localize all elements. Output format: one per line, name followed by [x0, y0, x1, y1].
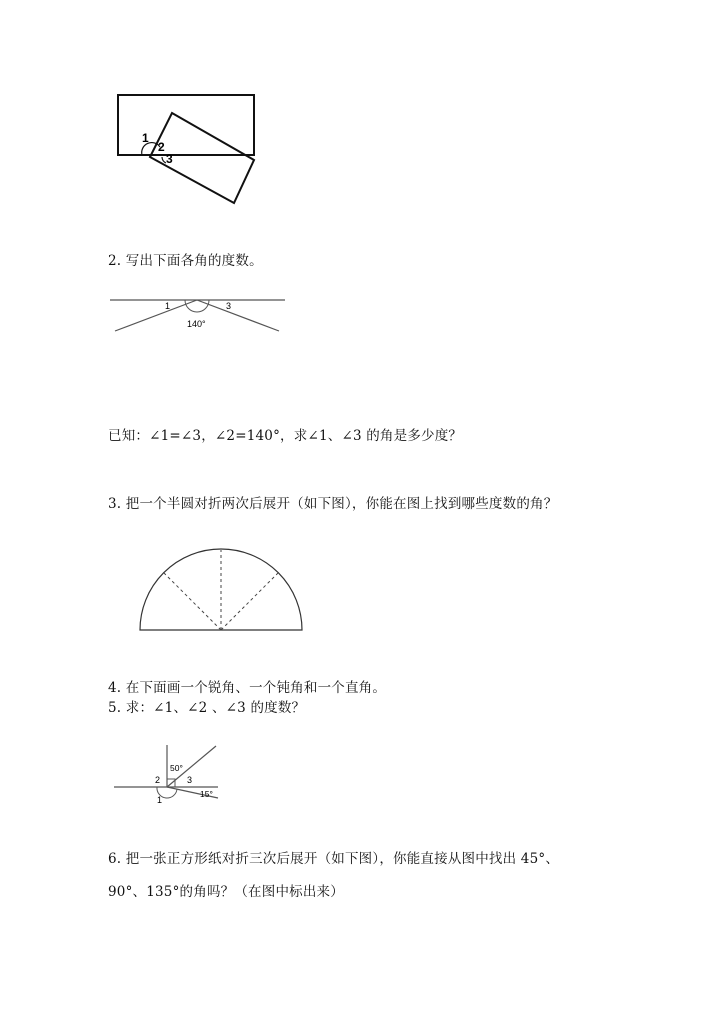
figure-semicircle-folds	[136, 542, 308, 636]
angle-label-3: 3	[226, 301, 232, 311]
horizontal-rectangle	[118, 95, 254, 155]
question-4-title: 4. 在下面画一个锐角、一个钝角和一个直角。	[108, 680, 387, 696]
figure-angles-50-15	[110, 740, 225, 806]
fold-line-right	[221, 573, 278, 630]
figure-angles-140	[105, 288, 290, 336]
figure-overlapping-rectangles	[100, 85, 270, 215]
left-slanted-line	[115, 300, 197, 331]
question-6-line-2: 90°、135°的角吗？（在图中标出来）	[108, 884, 344, 900]
angle-label-1: 1	[165, 301, 171, 311]
angle-label-1: 1	[157, 795, 163, 805]
angle-label-3: 3	[166, 152, 173, 166]
question-2-given: 已知：∠1=∠3，∠2=140°，求∠1、∠3 的角是多少度？	[108, 428, 463, 444]
question-6-line-1: 6. 把一张正方形纸对折三次后展开（如下图），你能直接从图中找出 45°、	[108, 851, 560, 867]
angle-label-3: 3	[187, 775, 193, 785]
right-slanted-line	[197, 300, 279, 331]
angle-label-1: 1	[142, 131, 149, 145]
angle-label-140: 140°	[187, 319, 206, 329]
question-2-title: 2. 写出下面各角的度数。	[108, 253, 263, 269]
angle-label-2: 2	[158, 140, 165, 154]
angle-arc-140	[185, 300, 209, 312]
angle-label-50: 50°	[170, 763, 183, 773]
fold-line-left	[164, 573, 221, 630]
question-5-title: 5. 求：∠1、∠2 、∠3 的度数？	[108, 700, 306, 716]
angle-label-2: 2	[155, 775, 161, 785]
question-3-title: 3. 把一个半圆对折两次后展开（如下图），你能在图上找到哪些度数的角？	[108, 496, 558, 512]
angle-label-15: 15°	[200, 789, 213, 799]
